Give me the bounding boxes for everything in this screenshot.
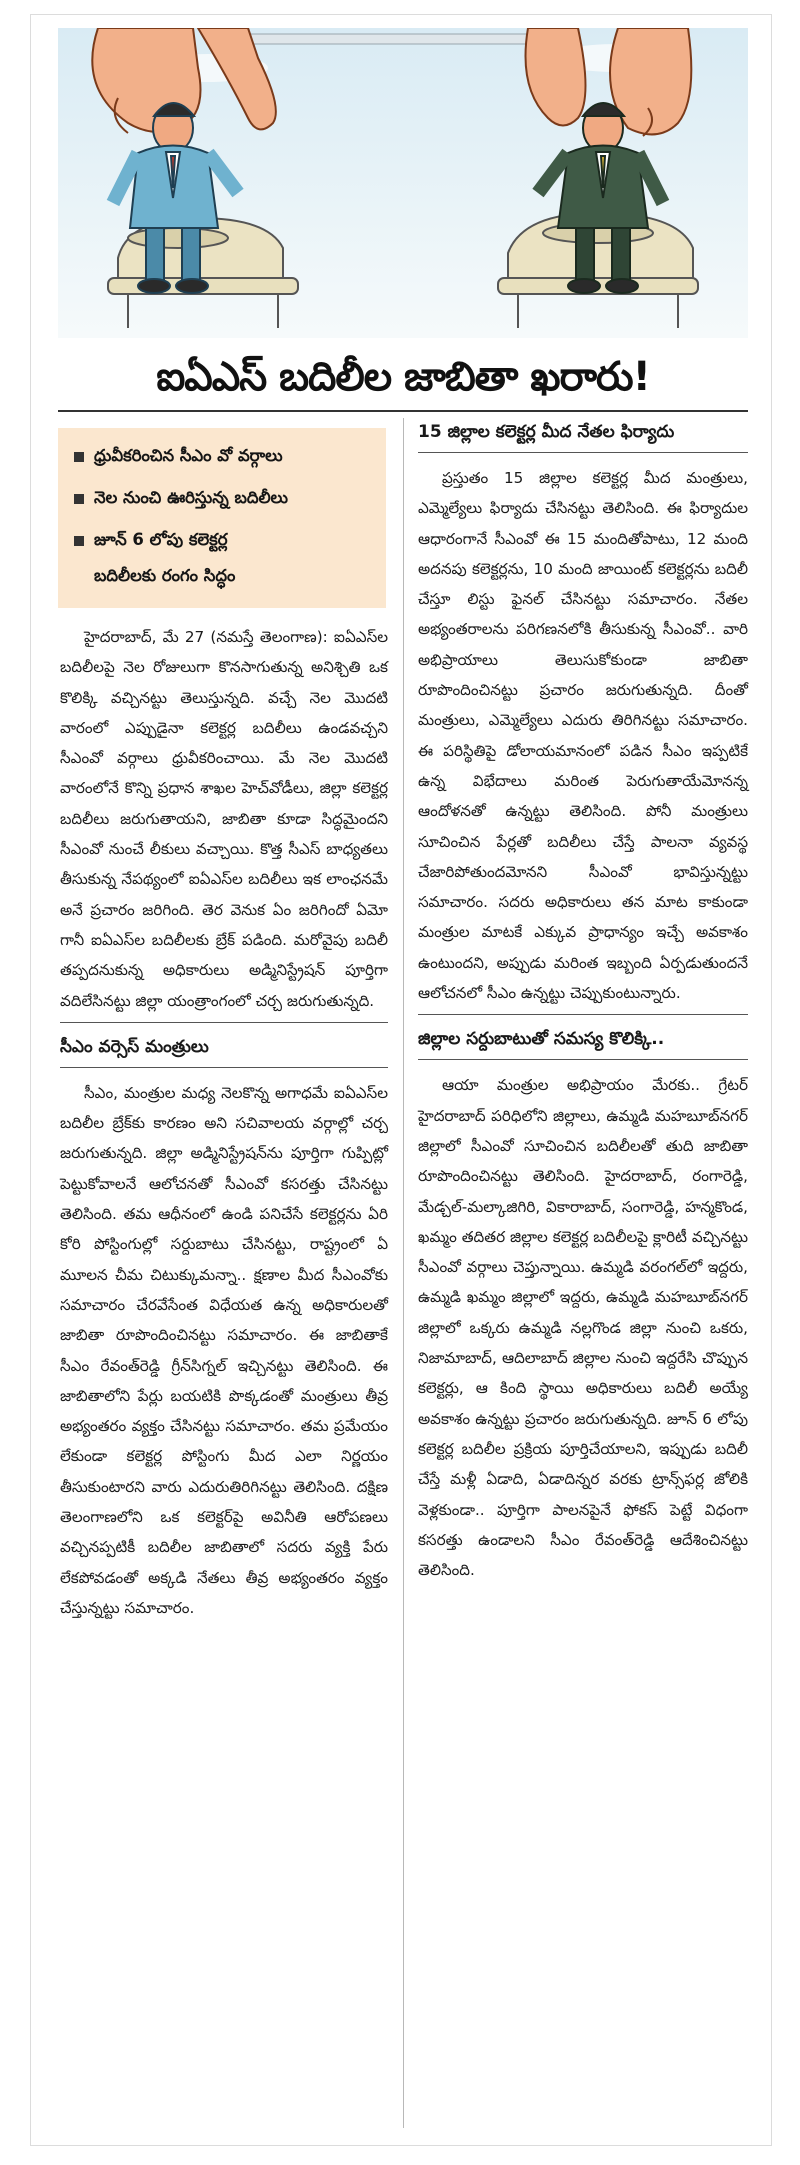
column-divider: [403, 418, 404, 2128]
subhead-rule: [60, 1022, 388, 1023]
subhead-rule: [418, 1014, 748, 1015]
highlight-item: ధ్రువీకరించిన సీఎం వో వర్గాలు: [74, 446, 283, 469]
left-column: [60, 622, 388, 1623]
subhead-cm-vs-ministers: సీఎం వర్సెస్ మంత్రులు: [60, 1036, 209, 1057]
subhead-rule: [418, 452, 748, 453]
subhead-district-adjustment: జిల్లాల సర్దుబాటుతో సమస్య కొలిక్కి..: [418, 1029, 665, 1050]
subhead-rule: [60, 1067, 388, 1068]
left-chair: [108, 218, 298, 328]
right-column: [418, 418, 748, 1585]
highlights-box: [58, 428, 386, 608]
highlight-item-continuation: బదిలీలకు రంగం సిద్ధం: [94, 566, 236, 585]
highlight-item: నెల నుంచి ఊరిస్తున్న బదిలీలు: [74, 488, 288, 511]
subhead-rule: [418, 1059, 748, 1060]
body-paragraph: ప్రస్తుతం 15 జిల్లాల కలెక్టర్ల మీద మంత్రులు, ఎమ్మెల్యేలు ఫిర్యాదు చేసినట్టు తెలిసింది. ఈ ఫిర్యాదుల ఆధారంగానే సీఎంవో ఈ 15 మందితోపాటు, 12 మంది అదనపు కలెక్టర్లను, 10 మంది జాయింట్ కలెక్టర్లను బదిలీ చేస్తూ లిస్టు ఫైనల్ చేసినట్టు సమాచారం. నేతల అభ్యంతరాలను పరిగణనలోకి తీసుకున్న సీఎంవో.. వారి అభిప్రాయాలు తెలుసుకోకుండా జాబితా రూపొందించినట్టు ప్రచారం జరుగుతున్నది. దీంతో మంత్రులు, ఎమ్మెల్యేలు ఎదురు తిరిగినట్టు సమాచారం. ఈ పరిస్థితిపై డోలాయమానంలో పడిన సీఎం ఇప్పటికే ఉన్న విభేదాలు మరింత పెరుగుతాయేమోనన్న ఆందోళనతో ఉన్నట్టు తెలిసింది. పోనీ మంత్రులు సూచించిన పేర్లతో బదిలీలు చేస్తే పాలనా వ్యవస్థ చేజారిపోతుందమోనని సీఎంవో భావిస్తున్నట్టు సమాచారం. సదరు అధికారులు తన మాట కాకుండా మంత్రుల మాటకే ఎక్కువ ప్రాధాన్యం ఇచ్చే అవకాశం ఉంటుందని, అప్పుడు మరింత ఇబ్బంది ఏర్పడుతుందనే ఆలోచనలో సీఎం ఉన్నట్టు చెప్పుకుంటున్నారు.: [418, 469, 748, 1003]
square-bullet-icon: [74, 452, 84, 462]
cartoon-illustration: [58, 28, 748, 338]
square-bullet-icon: [74, 536, 84, 546]
highlight-item: జూన్ 6 లోపు కలెక్టర్ల: [74, 530, 228, 553]
right-chair: [498, 213, 698, 328]
headline: ఐఏఎస్ బదిలీల జాబితా ఖరారు!: [156, 354, 650, 400]
headline-rule: [58, 410, 748, 412]
body-paragraph: ఆయా మంత్రుల అభిప్రాయం మేరకు.. గ్రేటర్ హైదరాబాద్ పరిధిలోని జిల్లాలు, ఉమ్మడి మహబూబ్‌నగర్ జిల్లాలో సీఎంవో సూచించిన బదిలీలతో తుది జాబితా రూపొందించినట్టు తెలిసింది. హైదరాబాద్, రంగారెడ్డి, మేడ్చల్-మల్కాజిగిరి, వికారాబాద్, సంగారెడ్డి, హన్మకొండ, ఖమ్మం తదితర జిల్లాల కలెక్టర్ల బదిలీలపై క్లారిటీ వచ్చినట్టు సీఎంవో వర్గాలు చెప్తున్నాయి. ఉమ్మడి వరంగల్‌లో ఇద్దరు, ఉమ్మడి ఖమ్మం జిల్లాలో ఇద్దరు, ఉమ్మడి మహబూబ్‌నగర్ జిల్లాలో ఒక్కరు ఉమ్మడి నల్లగొండ జిల్లా నుంచి ఒకరు, నిజామాబాద్, ఆదిలాబాద్ జిల్లాల నుంచి ఇద్దరేసి చొప్పున కలెక్టర్లు, ఆ కింది స్థాయి అధికారులు బదిలీ అయ్యే అవకాశం ఉన్నట్టు ప్రచారం జరుగుతున్నది. జూన్ 6 లోపు కలెక్టర్ల బదిలీల ప్రక్రియ పూర్తిచేయాలని, ఇప్పుడు బదిలీ చేస్తే మళ్లీ ఏడాది, ఏడాదిన్నర వరకు ట్రాన్స్‌ఫర్ల జోలికి వెళ్లకుండా.. పూర్తిగా పాలనపైనే ఫోకస్ పెట్టే విధంగా కసరత్తు ఉండాలని సీఎం రేవంత్‌రెడ్డి ఆదేశించినట్టు తెలిసింది.: [418, 1076, 748, 1580]
puppet-officials-illustration: [58, 28, 748, 338]
intro-paragraph: హైదరాబాద్, మే 27 (నమస్తే తెలంగాణ): ఐఏఎస్‌ల బదిలీలపై నెల రోజులుగా కొనసాగుతున్న అనిశ్చితి ఒక కొలిక్కి వచ్చినట్టు తెలుస్తున్నది. వచ్చే నెల మొదటి వారంలో ఎప్పుడైనా కలెక్టర్ల బదిలీలు ఉండవచ్చని సీఎంవో వర్గాలు ధ్రువీకరించాయి. మే నెల మొదటి వారంలోనే కొన్ని ప్రధాన శాఖల హెచ్‌వోడీలు, జిల్లా కలెక్టర్ల బదిలీలు జరుగుతాయని, జాబితా కూడా సిద్ధమైందని సీఎంవో నుంచే లీకులు వచ్చాయి. కొత్త సీఎస్ బాధ్యతలు తీసుకున్న నేపథ్యంలో ఐఏఎస్‌ల బదిలీలు ఇక లాంఛనమే అనే ప్రచారం జరిగింది. తెర వెనుక ఏం జరిగిందో ఏమో గానీ ఐఏఎస్‌ల బదిలీలకు బ్రేక్ పడింది. మరోవైపు బదిలీ తప్పదనుకున్న అధికారులు అడ్మినిస్ట్రేషన్ పూర్తిగా వదిలేసినట్టు జిల్లా యంత్రాంగంలో చర్చ జరుగుతున్నది.: [60, 628, 388, 1010]
body-paragraph: సీఎం, మంత్రుల మధ్య నెలకొన్న అగాధమే ఐఏఎస్‌ల బదిలీల బ్రేక్‌కు కారణం అని సచివాలయ వర్గాల్లో చర్చ జరుగుతున్నది. జిల్లా అడ్మినిస్ట్రేషన్‌ను పూర్తిగా గుప్పిట్లో పెట్టుకోవాలనే ఆలోచనతో సీఎంవో కసరత్తు చేసినట్టు తెలిసింది. తమ ఆధీనంలో ఉండి పనిచేసే కలెక్టర్లను ఏరి కోరి పోస్టింగుల్లో సర్దుబాటు చేసినట్టు, రాష్ట్రంలో ఏ మూలన చీమ చిటుక్కుమన్నా.. క్షణాల మీద సీఎంవోకు సమాచారం చేరవేసేంత విధేయత ఉన్న అధికారులతో జాబితా రూపొందించినట్టు సమాచారం. ఈ జాబితాకే సీఎం రేవంత్‌రెడ్డి గ్రీన్‌సిగ్నల్ ఇచ్చినట్టు తెలిసింది. ఈ జాబితాలోని పేర్లు బయటికి పొక్కడంతో మంత్రులు తీవ్ర అభ్యంతరం వ్యక్తం చేసినట్టు సమాచారం. తమ ప్రమేయం లేకుండా కలెక్టర్ల పోస్టింగు మీద ఎలా నిర్ణయం తీసుకుంటారని వారు ఎదురుతిరిగినట్టు తెలిసింది. దక్షిణ తెలంగాణలోని ఒక కలెక్టర్‌పై అవినీతి ఆరోపణలు వచ్చినప్పటికీ బదిలీల జాబితాలో సదరు వ్యక్తి పేరు లేకపోవడంతో అక్కడి నేతలు తీవ్ర అభ్యంతరం వ్యక్తం చేస్తున్నట్టు సమాచారం.: [60, 1083, 388, 1617]
square-bullet-icon: [74, 494, 84, 504]
subhead-collectors-complaints: 15 జిల్లాల కలెక్టర్ల మీద నేతల ఫిర్యాదు: [418, 422, 675, 442]
